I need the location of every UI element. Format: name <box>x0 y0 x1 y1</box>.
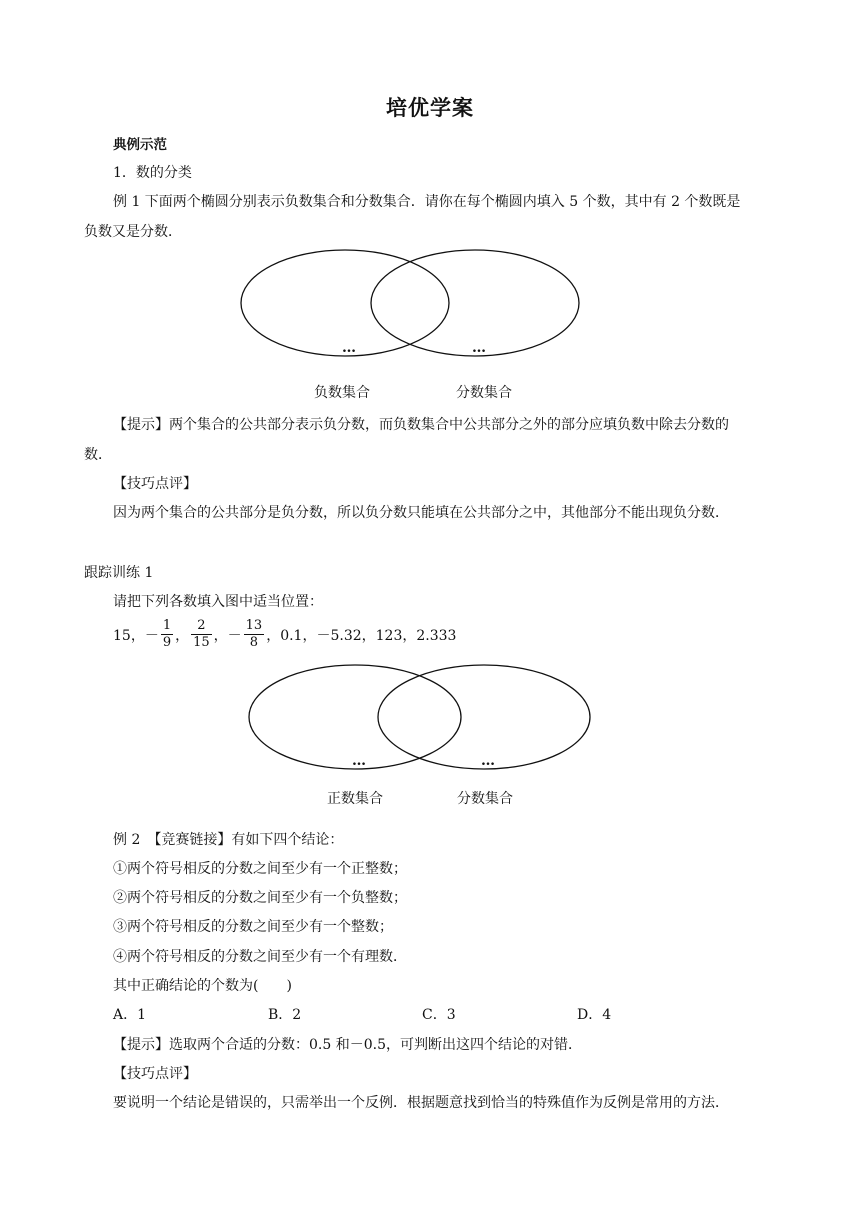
option-b: B．2 <box>268 1007 302 1023</box>
section-heading: 典例示范 <box>113 137 167 153</box>
example2-statement-2: ②两个符号相反的分数之间至少有一个负整数； <box>113 890 407 906</box>
venn2-right-ellipsis: … <box>481 753 495 769</box>
fraction-numerator: 2 <box>191 618 212 635</box>
fraction-denominator: 8 <box>249 635 259 650</box>
option-c: C．3 <box>422 1007 456 1023</box>
example2-tip-text: 要说明一个结论是错误的，只需举出一个反例．根据题意找到恰当的特殊值作为反例是常用的方法． <box>113 1095 729 1111</box>
venn2-label-fraction: 分数集合 <box>457 791 513 807</box>
venn1-label-fraction: 分数集合 <box>456 385 512 401</box>
sign-minus-2: － <box>227 627 242 644</box>
page-title: 培优学案 <box>386 96 474 120</box>
fraction-minus-one-ninth <box>161 618 173 651</box>
example2-statement-4: ④两个符号相反的分数之间至少有一个有理数． <box>113 949 407 965</box>
sep-comma-1: ， <box>175 627 190 644</box>
example2-heading: 例 2 【竞赛链接】有如下四个结论： <box>113 832 344 848</box>
number-list-rest: ，0.1，－5.32，123，2.333 <box>266 627 457 644</box>
fraction-two-fifteenths <box>191 618 212 651</box>
example1-tip-heading: 【技巧点评】 <box>113 476 197 492</box>
topic-heading: 1．数的分类 <box>113 165 192 181</box>
sign-minus-1: － <box>144 627 159 644</box>
training1-number-list <box>113 618 456 651</box>
training1-prompt: 请把下列各数填入图中适当位置： <box>113 594 323 610</box>
fraction-numerator: 1 <box>162 618 172 633</box>
fraction-numerator: 13 <box>245 618 263 633</box>
example2-tip-heading: 【技巧点评】 <box>113 1066 197 1082</box>
example2-statement-3: ③两个符号相反的分数之间至少有一个整数； <box>113 919 393 935</box>
venn2-left-ellipsis: … <box>352 753 366 769</box>
example2-hint: 【提示】选取两个合适的分数：0.5 和－0.5，可判断出这四个结论的对错． <box>113 1037 582 1053</box>
fraction-denominator: 15 <box>193 635 210 650</box>
example2-statement-1: ①两个符号相反的分数之间至少有一个正整数； <box>113 861 407 877</box>
example1-tip-text: 因为两个集合的公共部分是负分数，所以负分数只能填在公共部分之中，其他部分不能出现负分数． <box>113 505 729 521</box>
venn1-right-ellipsis: … <box>472 340 486 356</box>
sep-comma-2: ， <box>213 627 228 644</box>
example2-question: 其中正确结论的个数为( ) <box>113 978 292 994</box>
venn2-label-positive: 正数集合 <box>327 791 383 807</box>
fraction-denominator: 9 <box>162 635 172 650</box>
venn1-left-ellipsis: … <box>342 340 356 356</box>
example1-text-line1: 例 1 下面两个椭圆分别表示负数集合和分数集合．请你在每个椭圆内填入 5 个数，其中有 2 个数既是 <box>113 194 741 210</box>
example1-hint-line2: 数． <box>84 447 112 463</box>
example1-hint-line1: 【提示】两个集合的公共部分表示负分数，而负数集合中公共部分之外的部分应填负数中除去分数的 <box>113 417 729 433</box>
option-d: D．4 <box>577 1007 612 1023</box>
fraction-minus-thirteen-eighths <box>244 618 265 651</box>
training1-heading: 跟踪训练 1 <box>84 565 154 581</box>
num-15: 15， <box>113 627 145 644</box>
venn1-label-negative: 负数集合 <box>314 385 370 401</box>
example1-text-line2: 负数又是分数． <box>84 224 182 240</box>
option-a: A．1 <box>113 1007 147 1023</box>
